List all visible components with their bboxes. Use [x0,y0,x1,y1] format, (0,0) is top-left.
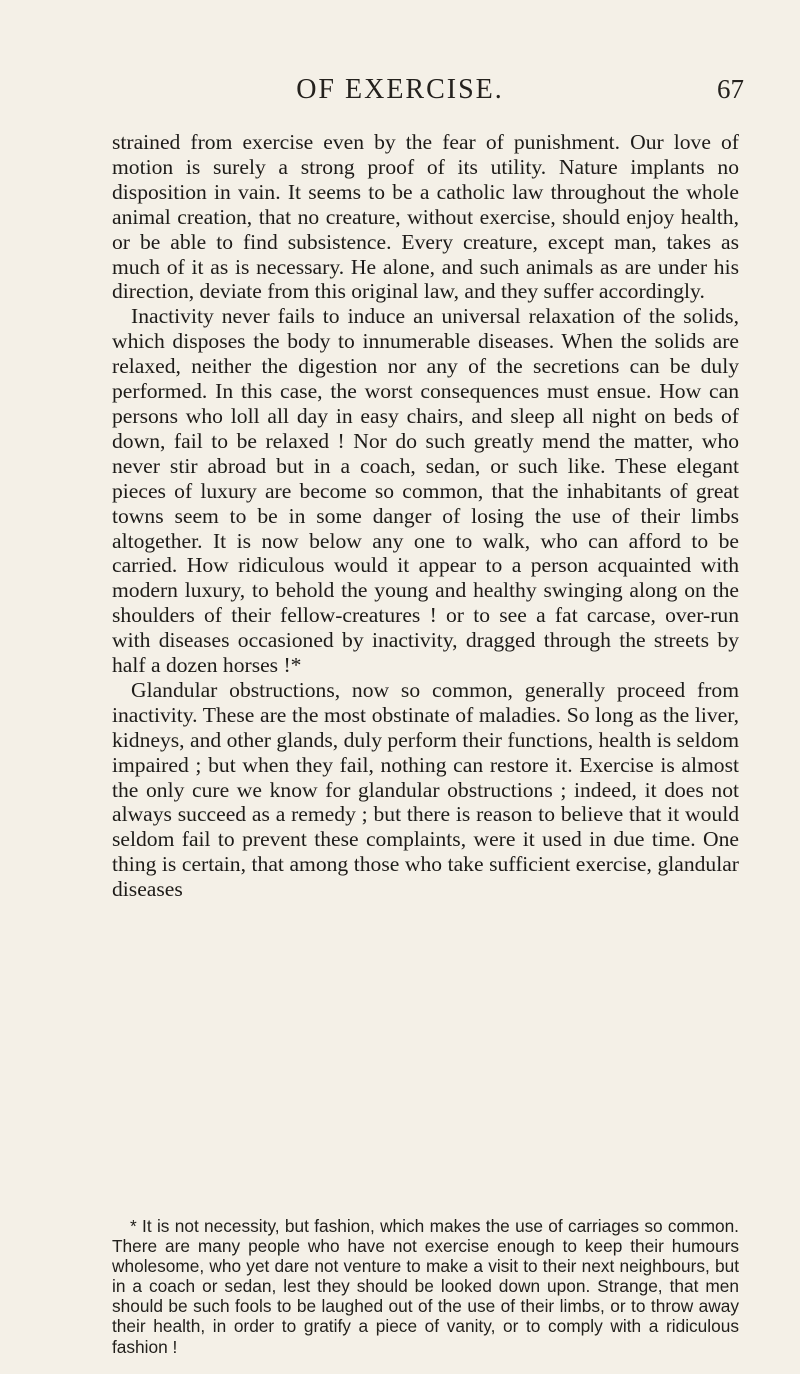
paragraph: Inactivity never fails to induce an universal relaxation of the solids, which disposes the body to innumerable diseases. When the solids are relaxed, neither the digestion nor any of the secretions can be duly performed. In this case, the worst consequences must ensue. How can persons who loll all day in easy chairs, and sleep all night on beds of down, fail to be relaxed ! Nor do such greatly mend the matter, who never stir abroad but in a coach, sedan, or such like. These elegant pieces of luxury are become so common, that the inhabitants of great towns seem to be in some danger of losing the use of their limbs altogether. It is now below any one to walk, who can afford to be carried. How ridiculous would it appear to a person acquainted with modern luxury, to behold the young and healthy swinging along on the shoulders of their fellow-creatures ! or to see a fat carcase, over-run with diseases occasioned by inactivity, dragged through the streets by half a dozen horses !* [112,304,739,678]
running-title: OF EXERCISE. [296,74,504,105]
body-text [112,130,739,902]
paragraph: strained from exercise even by the fear of punishment. Our love of motion is surely a strong proof of its utility. Nature implants no disposition in vain. It seems to be a catholic law throughout the whole animal creation, that no creature, without exercise, should enjoy health, or be able to find subsistence. Every creature, except man, takes as much of it as is necessary. He alone, and such animals as are under his direction, deviate from this original law, and they suffer accordingly. [112,130,739,304]
paragraph: Glandular obstructions, now so common, generally proceed from inactivity. These are the most obstinate of maladies. So long as the liver, kidneys, and other glands, duly perform their functions, health is seldom impaired ; but when they fail, nothing can restore it. Exercise is almost the only cure we know for glandular obstructions ; indeed, it does not always succeed as a remedy ; but there is reason to believe that it would seldom fail to prevent these complaints, were it used in due time. One thing is certain, that among those who take sufficient exercise, glandular diseases [112,677,739,902]
footnote: * It is not necessity, but fashion, which makes the use of carriages so common. There are many people who have not exercise enough to keep their humours wholesome, who yet dare not venture to make a visit to their next neighbours, but in a coach or sedan, lest they should be looked down upon. Strange, that men should be such fools to be laughed out of the use of their limbs, or to throw away their health, in order to gratify a piece of vanity, or to comply with a ridiculous fashion ! [112,1216,739,1357]
page-number: 67 [717,74,744,104]
running-head [0,74,800,114]
